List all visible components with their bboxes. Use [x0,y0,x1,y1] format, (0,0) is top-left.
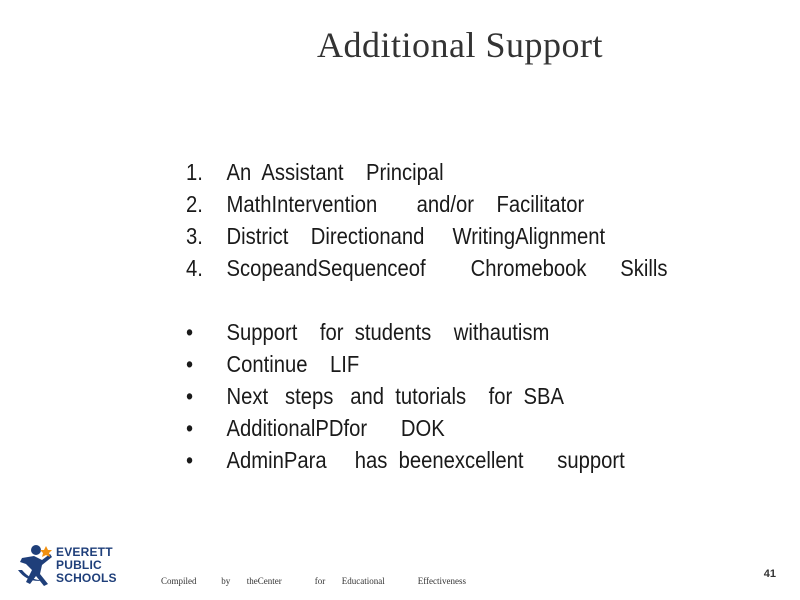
bullet-marker: • [186,447,194,473]
numbered-list [186,156,668,284]
list-item [186,348,625,380]
list-item-text: AdditionalPDfor DOK [226,415,445,441]
list-item-text: An Assistant Principal [226,159,444,185]
list-item [186,156,668,188]
list-item [186,444,625,476]
list-marker: 1. [186,159,203,185]
logo-line: EVERETT [56,545,113,559]
list-item-text: Continue LIF [226,351,360,377]
slide-title: Additional Support [317,25,603,65]
list-item-text: District Directionand WritingAlignment [226,223,606,249]
list-item-text: Support for students withautism [226,319,550,345]
list-item [186,252,668,284]
bullet-list [186,316,625,476]
list-item [186,380,625,412]
logo-line: SCHOOLS [56,571,117,585]
page-number: 41 [763,568,776,580]
list-marker: 3. [186,223,203,249]
list-marker: 4. [186,255,203,281]
everett-public-schools-logo [12,540,124,590]
running-figure-icon [12,540,54,590]
bullet-marker: • [186,351,194,377]
logo-line: PUBLIC [56,558,102,572]
list-item-text: ScopeandSequenceof Chromebook Skills [226,255,668,281]
list-item [186,188,668,220]
logo-text [56,546,117,585]
bullet-marker: • [186,415,194,441]
list-item-text: MathIntervention and/or Facilitator [226,191,585,217]
bullet-marker: • [186,383,194,409]
list-marker: 2. [186,191,203,217]
bullet-marker: • [186,319,194,345]
list-item-text: Next steps and tutorials for SBA [226,383,564,409]
footer-credit: Compiled by theCenter for Educational Effectiveness [161,576,467,586]
list-item [186,316,625,348]
list-item [186,220,668,252]
list-item [186,412,625,444]
list-item-text: AdminPara has beenexcellent support [226,447,625,473]
